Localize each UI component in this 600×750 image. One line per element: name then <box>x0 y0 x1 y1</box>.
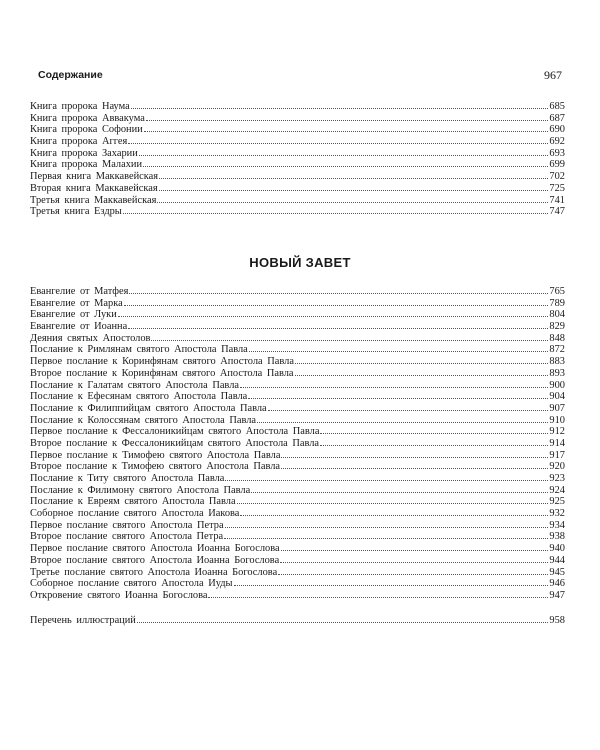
dot-leader <box>124 297 549 306</box>
toc-entry-title: Книга пророка Захарии <box>30 147 138 159</box>
dot-leader <box>118 308 549 317</box>
toc-entry-page: 702 <box>549 171 565 183</box>
toc-entry-page: 804 <box>549 309 565 321</box>
toc-entry-title: Второе послание к Тимофею святого Апостола Павла <box>30 461 281 473</box>
toc-entry-page: 940 <box>549 543 565 555</box>
toc-entry <box>30 158 565 170</box>
toc-entry-title: Первое послание к Коринфянам святого Апостола Павла <box>30 356 294 368</box>
toc-entry-title: Второе послание святого Апостола Иоанна Богослова <box>30 554 280 566</box>
dot-leader <box>278 566 548 575</box>
dot-leader <box>237 495 549 504</box>
toc-entry-page: 910 <box>549 414 565 426</box>
toc-entry-title: Откровение святого Иоанна Богослова <box>30 589 208 601</box>
toc-entry-page: 725 <box>549 182 565 194</box>
dot-leader <box>129 285 548 294</box>
toc-entry-title: Первое послание святого Апостола Иоанна Богослова <box>30 543 280 555</box>
toc-entry <box>30 100 565 112</box>
dot-leader <box>249 343 549 352</box>
toc-entry-title: Второе послание к Коринфянам святого Апостола Павла <box>30 367 294 379</box>
dot-leader <box>234 577 549 586</box>
dot-leader <box>131 100 549 109</box>
dot-leader <box>159 170 548 179</box>
dot-leader <box>146 112 549 121</box>
dot-leader <box>251 484 548 493</box>
toc-entry <box>30 530 565 542</box>
toc-entry-page: 904 <box>549 391 565 403</box>
toc-entry-title: Книга пророка Аввакума <box>30 112 145 124</box>
toc-entry <box>30 367 565 379</box>
toc-entry-page: 923 <box>549 473 565 484</box>
toc-entry-page: 883 <box>549 356 565 368</box>
toc-entry-page: 934 <box>549 519 565 531</box>
toc-entry-page: 958 <box>549 615 565 626</box>
dot-leader <box>295 367 549 376</box>
dot-leader <box>281 542 549 551</box>
toc-entry-title: Второе послание святого Апостола Петра <box>30 531 224 543</box>
dot-leader <box>157 194 548 203</box>
dot-leader <box>151 332 548 341</box>
toc-entry <box>30 484 565 496</box>
toc-entry <box>30 332 565 344</box>
toc-entry <box>30 379 565 391</box>
toc-entry <box>30 123 565 135</box>
toc-entry <box>30 589 565 601</box>
toc-entry <box>30 182 565 194</box>
toc-entry-title: Книга пророка Софонии <box>30 124 143 136</box>
dot-leader <box>137 614 549 623</box>
toc-entry-page: 924 <box>549 484 565 496</box>
toc-entry <box>30 577 565 589</box>
dot-leader <box>225 472 548 481</box>
toc-entry <box>30 566 565 578</box>
toc-entry-page: 920 <box>549 461 565 473</box>
toc-entry <box>30 519 565 531</box>
toc-entry-page: 917 <box>549 449 565 461</box>
toc-entry-page: 912 <box>549 426 565 438</box>
toc-entry-title: Послание к Римлянам святого Апостола Павла <box>30 344 248 356</box>
dot-leader <box>248 390 548 399</box>
toc-entry-page: 944 <box>549 554 565 566</box>
toc-entry-page: 747 <box>549 206 565 218</box>
toc-entry-title: Послание к Колоссянам святого Апостола Павла <box>30 414 257 426</box>
toc-entry-page: 932 <box>549 508 565 520</box>
toc-entry-title: Третье послание святого Апостола Иоанна Богослова <box>30 566 278 578</box>
toc-entry-page: 925 <box>549 496 565 508</box>
toc-entry <box>30 414 565 426</box>
toc-entry <box>30 285 565 297</box>
toc-entry-title: Послание к Евреям святого Апостола Павла <box>30 496 236 508</box>
toc-entry <box>30 205 565 217</box>
toc-entry-title: Первое послание к Фессалоникийцам святого Апостола Павла <box>30 426 320 438</box>
toc-entry-page: 699 <box>549 159 565 171</box>
toc-entry-page: 893 <box>549 367 565 379</box>
dot-leader <box>240 379 548 388</box>
dot-leader <box>143 158 548 167</box>
running-title: Содержание <box>38 69 103 81</box>
toc-entry-title: Первое послание к Тимофею святого Апостола Павла <box>30 449 281 461</box>
page-header <box>38 69 562 83</box>
dot-leader <box>128 135 548 144</box>
dot-leader <box>320 437 548 446</box>
toc-entry <box>30 554 565 566</box>
toc-entry <box>30 460 565 472</box>
dot-leader <box>240 507 548 516</box>
dot-leader <box>159 182 549 191</box>
toc-entry-page: 945 <box>549 566 565 578</box>
toc-entry <box>30 437 565 449</box>
toc-entry-title: Евангелие от Луки <box>30 309 117 321</box>
new-testament-heading: НОВЫЙ ЗАВЕТ <box>249 255 351 270</box>
dot-leader <box>295 355 548 364</box>
dot-leader <box>320 425 548 434</box>
toc-entry-title: Деяния святых Апостолов <box>30 332 151 344</box>
toc-entry <box>30 449 565 461</box>
toc-entry-page: 907 <box>549 402 565 414</box>
toc-entry-page: 687 <box>549 112 565 124</box>
toc-entry-page: 685 <box>549 101 565 112</box>
dot-leader <box>208 589 548 598</box>
toc-entry-title: Первое послание святого Апостола Петра <box>30 519 224 531</box>
toc-entry <box>30 135 565 147</box>
toc-entry-page: 693 <box>549 147 565 159</box>
dot-leader <box>128 320 548 329</box>
toc-entry-title: Соборное послание святого Апостола Иакова <box>30 508 240 520</box>
dot-leader <box>257 414 548 423</box>
dot-leader <box>268 402 549 411</box>
toc-entry-page: 789 <box>549 297 565 309</box>
dot-leader <box>123 205 549 214</box>
toc-entry-title: Третья книга Маккавейская <box>30 194 157 206</box>
toc-entry <box>30 112 565 124</box>
toc-entry-title: Послание к Титу святого Апостола Павла <box>30 473 225 484</box>
toc-entry-title: Евангелие от Иоанна <box>30 321 128 333</box>
dot-leader <box>280 554 548 563</box>
toc-entry-page: 947 <box>549 589 565 601</box>
toc-entry-title: Послание к Галатам святого Апостола Павла <box>30 379 239 391</box>
toc-entry-title: Послание к Филимону святого Апостола Павла <box>30 484 251 496</box>
toc-entry-title: Книга пророка Наума <box>30 101 130 112</box>
toc-entry <box>30 402 565 414</box>
toc-entry-title: Соборное послание святого Апостола Иуды <box>30 578 233 590</box>
toc-entry-title: Евангелие от Матфея <box>30 286 129 297</box>
toc-entry <box>30 425 565 437</box>
dot-leader <box>144 123 549 132</box>
toc-entry <box>30 320 565 332</box>
dot-leader <box>281 460 548 469</box>
toc-entry <box>30 297 565 309</box>
toc-entry <box>30 495 565 507</box>
toc-entry-title: Евангелие от Марка <box>30 297 123 309</box>
toc-entry-page: 938 <box>549 531 565 543</box>
old-testament-toc <box>30 100 565 217</box>
toc-entry-title: Книга пророка Малахии <box>30 159 143 171</box>
toc-entry <box>30 308 565 320</box>
toc-entry-title: Вторая книга Маккавейская <box>30 182 158 194</box>
toc-entry <box>30 507 565 519</box>
toc-entry-page: 765 <box>549 286 565 297</box>
toc-entry <box>30 147 565 159</box>
dot-leader <box>225 519 549 528</box>
toc-entry-page: 872 <box>549 344 565 356</box>
toc-entry-title: Книга пророка Аггея <box>30 136 128 148</box>
toc-entry-page: 690 <box>549 124 565 136</box>
dot-leader <box>139 147 549 156</box>
toc-entry <box>30 343 565 355</box>
toc-entry-page: 946 <box>549 578 565 590</box>
toc-entry-page: 741 <box>549 194 565 206</box>
toc-entry <box>30 472 565 484</box>
toc-entry-title: Послание к Филиппийцам святого Апостола Павла <box>30 402 267 414</box>
appendix-toc <box>30 614 565 626</box>
toc-entry <box>30 390 565 402</box>
toc-entry-title: Первая книга Маккавейская <box>30 171 159 183</box>
new-testament-toc <box>30 285 565 601</box>
toc-entry-page: 900 <box>549 379 565 391</box>
toc-entry-page: 829 <box>549 321 565 333</box>
toc-entry-page: 914 <box>549 437 565 449</box>
toc-entry-title: Послание к Ефесянам святого Апостола Павла <box>30 391 248 403</box>
toc-entry-page: 692 <box>549 136 565 148</box>
toc-entry <box>30 170 565 182</box>
dot-leader <box>281 449 548 458</box>
toc-entry <box>30 194 565 206</box>
toc-entry-title: Третья книга Ездры <box>30 206 122 218</box>
toc-entry <box>30 542 565 554</box>
toc-entry-title: Второе послание к Фессалоникийцам святого Апостола Павла <box>30 437 320 449</box>
page-number: 967 <box>544 68 562 82</box>
dot-leader <box>224 530 548 539</box>
toc-entry <box>30 355 565 367</box>
toc-entry-page: 848 <box>549 332 565 344</box>
toc-entry-title: Перечень иллюстраций <box>30 615 136 626</box>
toc-entry <box>30 614 565 626</box>
